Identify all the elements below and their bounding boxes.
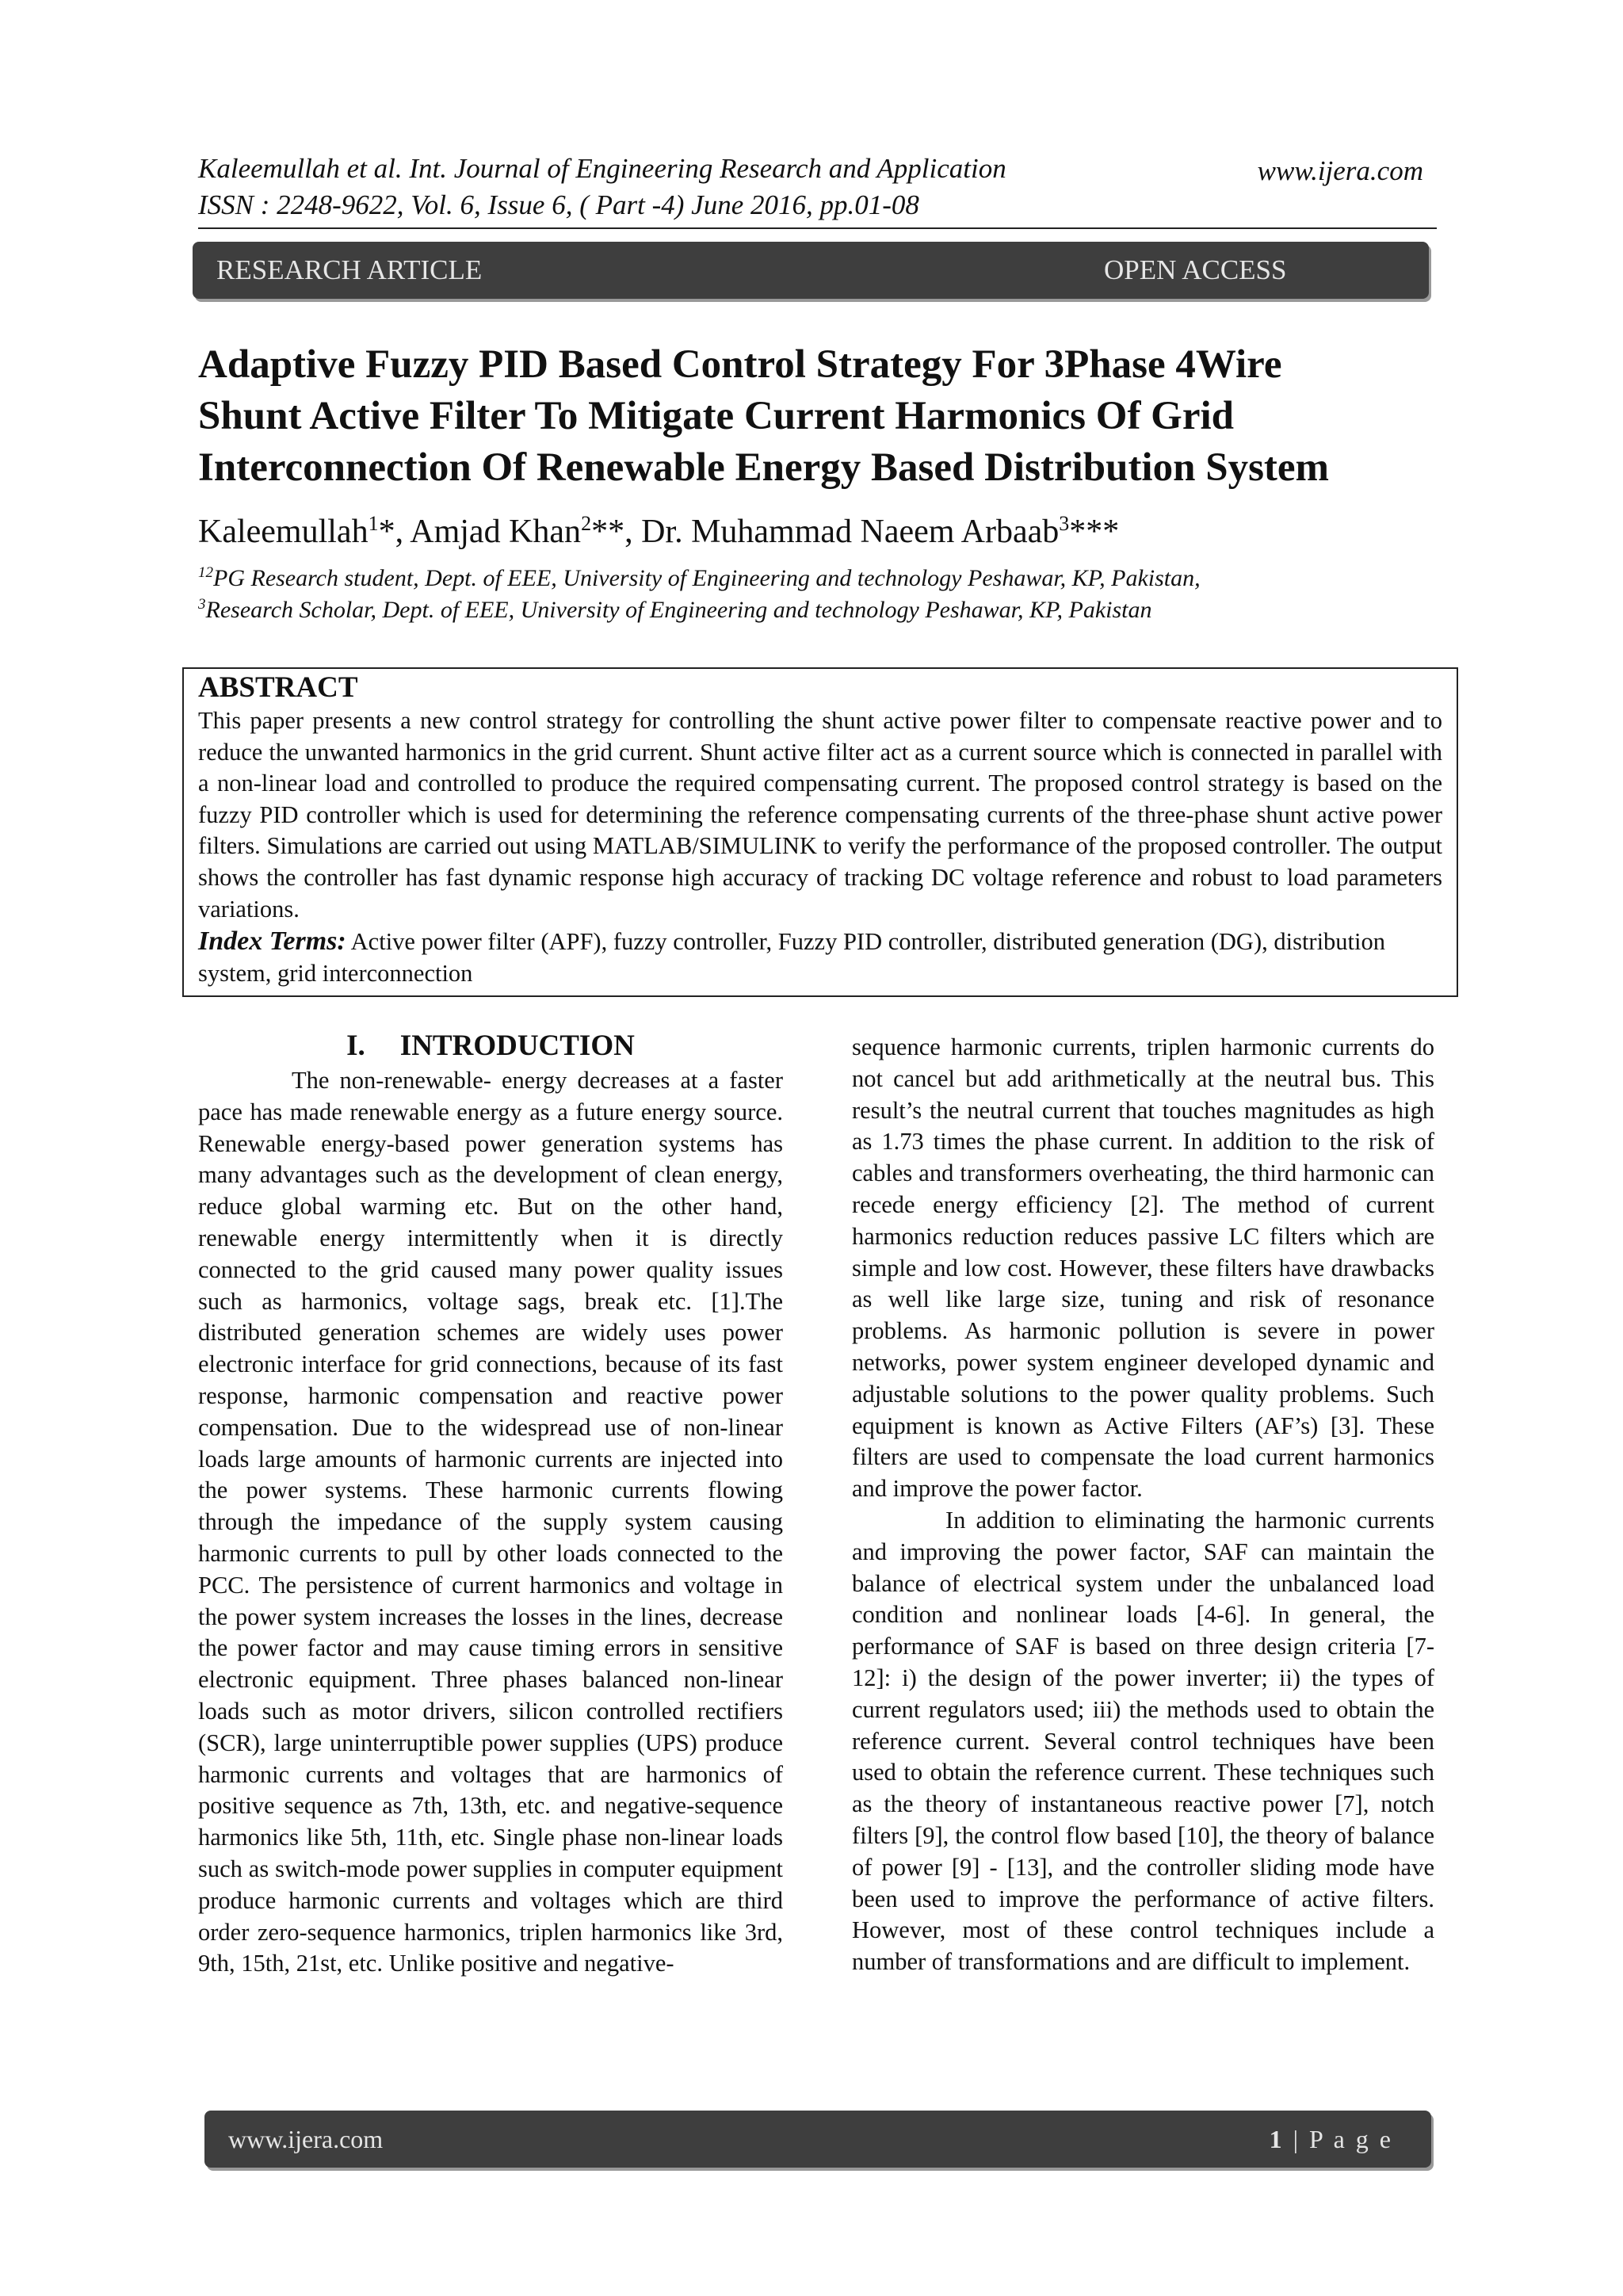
body-column-left [198,1065,783,1980]
journal-issn: ISSN : 2248-9622, Vol. 6, Issue 6, ( Part -4) June 2016, pp.01-08 [198,189,919,220]
author-list [198,512,1119,551]
affiliation-2 [198,596,1151,624]
abstract-text: This paper presents a new control strategy for controlling the shunt active power filter to compensate reactive power and to reduce the unwanted harmonics in the grid current. Shunt active filter act as a current source which is connected in parallel with a non-linear load and controlled to produce the required compensating current. The proposed control strategy is based on the fuzzy PID controller which is used for determining the reference compensating currents of the three-phase shunt active power filters. Simulations are carried out using MATLAB/SIMULINK to verify the performance of the proposed controller. The output shows the controller has fast dynamic response high accuracy of tracking DC voltage reference and robust to load parameters variations. [198,707,1442,923]
title-line: Interconnection Of Renewable Energy Based Distribution System [198,445,1330,490]
author-affiliation-mark: 2 [581,512,592,535]
paragraph: sequence harmonic currents, triplen harmonic currents do not cancel but add arithmetically at the neutral bus. This result’s the neutral current that touches magnitudes as high as 1.73 times the phase current. In addition to the risk of cables and transformers overheating, the third harmonic can recede energy efficiency [2]. The method of current harmonics reduction reduces passive LC filters which are simple and low cost. However, these filters have drawbacks as well like large size, tuning and risk of resonance problems. As harmonic pollution is severe in power networks, power system engineer developed dynamic and adjustable solutions to the power quality problems. Such equipment is known as Active Filters (AF’s) [3]. These filters are used to compensate the load current harmonics and improve the power factor. [852,1033,1434,1503]
affiliation-text: PG Research student, Dept. of EEE, University of Engineering and technology Peshawar, KP, Pakistan, [213,565,1201,591]
index-terms-label: Index Terms: [198,926,346,956]
section-heading-introduction [198,1029,783,1063]
section-number: I. [346,1030,365,1062]
title-line: Adaptive Fuzzy PID Based Control Strategy For 3Phase 4Wire [198,342,1282,387]
author-affiliation-mark: 1 [368,512,379,535]
footer-website[interactable]: www.ijera.com [228,2125,384,2153]
index-terms-text: Active power filter (APF), fuzzy controller, Fuzzy PID controller, distributed generation (DG), distribution system, grid interconnection [198,928,1385,987]
paragraph: In addition to eliminating the harmonic currents and improving the power factor, SAF can maintain the balance of electrical system under the unbalanced load condition and nonlinear loads [4-6]. In general, the performance of SAF is based on three design criteria [7-12]: i) the design of the power inverter; ii) the types of current regulators used; iii) the methods used to obtain the reference current. Several control techniques have been used to obtain the reference current. These techniques such as the theory of instantaneous reactive power [7], notch filters [9], the control flow based [10], the theory of balance of power [9] - [13], and the controller sliding mode have been used to improve the performance of active filters. However, most of these control techniques include a number of transformations and are difficult to implement. [852,1506,1434,1976]
title-line: Shunt Active Filter To Mitigate Current Harmonics Of Grid [198,394,1235,438]
page-indicator [1270,2111,1393,2168]
author-name: Amjad Khan [410,514,582,550]
author-mark: **, [591,514,642,550]
article-type-banner [193,242,1429,299]
affiliation-text: Research Scholar, Dept. of EEE, University of Engineering and technology Peshawar, KP, Pakistan [205,597,1152,623]
author-mark: *, [378,514,411,550]
page-footer [204,2111,1431,2168]
body-column-right [852,1032,1434,1978]
header-divider [198,227,1437,229]
research-article-label: RESEARCH ARTICLE [216,254,483,285]
author-name: Kaleemullah [198,514,369,550]
paper-title [198,339,1450,494]
journal-citation: Kaleemullah et al. Int. Journal of Engineering Research and Application [198,153,1006,184]
abstract-heading: ABSTRACT [198,671,358,704]
paragraph: The non-renewable- energy decreases at a faster pace has made renewable energy as a future energy source. Renewable energy-based power generation systems has many advantages such as the development of clean energy, reduce global warming etc. But on the other hand, renewable energy intermittently when it is directly connected to the grid caused many power quality issues such as harmonics, voltage sags, break etc. [1].The distributed generation schemes are widely uses power electronic interface for grid connections, because of its fast response, harmonic compensation and reactive power compensation. Due to the widespread use of non-linear loads large amounts of harmonic currents are injected into the power systems. These harmonic currents flowing through the impedance of the supply system causing harmonic currents to pull by other loads connected to the PCC. The persistence of current harmonics and voltage in the power system increases the losses in the lines, decrease the power factor and may cause timing errors in sensitive electronic equipment. Three phases balanced non-linear loads such as motor drivers, silicon controlled rectifiers (SCR), large uninterruptible power supplies (UPS) produce harmonic currents and voltages that are harmonics of positive sequence as 7th, 13th, etc. and negative-sequence harmonics like 5th, 11th, etc. Single phase non-linear loads such as switch-mode power supplies in computer equipment produce harmonic currents and voltages which are third order zero-sequence harmonics, triplen harmonics like 3rd, 9th, 15th, 21st, etc. Unlike positive and negative- [198,1067,783,1977]
affiliation-1 [198,564,1201,592]
author-mark: *** [1069,514,1120,550]
index-terms [198,926,1442,989]
section-title: INTRODUCTION [399,1030,635,1062]
open-access-label: OPEN ACCESS [1104,254,1287,285]
author-affiliation-mark: 3 [1059,512,1070,535]
journal-website[interactable]: www.ijera.com [1257,155,1423,186]
author-name: Dr. Muhammad Naeem Arbaab [641,514,1060,550]
page-number: 1 [1269,2125,1285,2153]
page-label: | P a g e [1284,2125,1393,2153]
affiliation-mark: 12 [198,564,213,581]
affiliation-mark: 3 [198,596,206,613]
